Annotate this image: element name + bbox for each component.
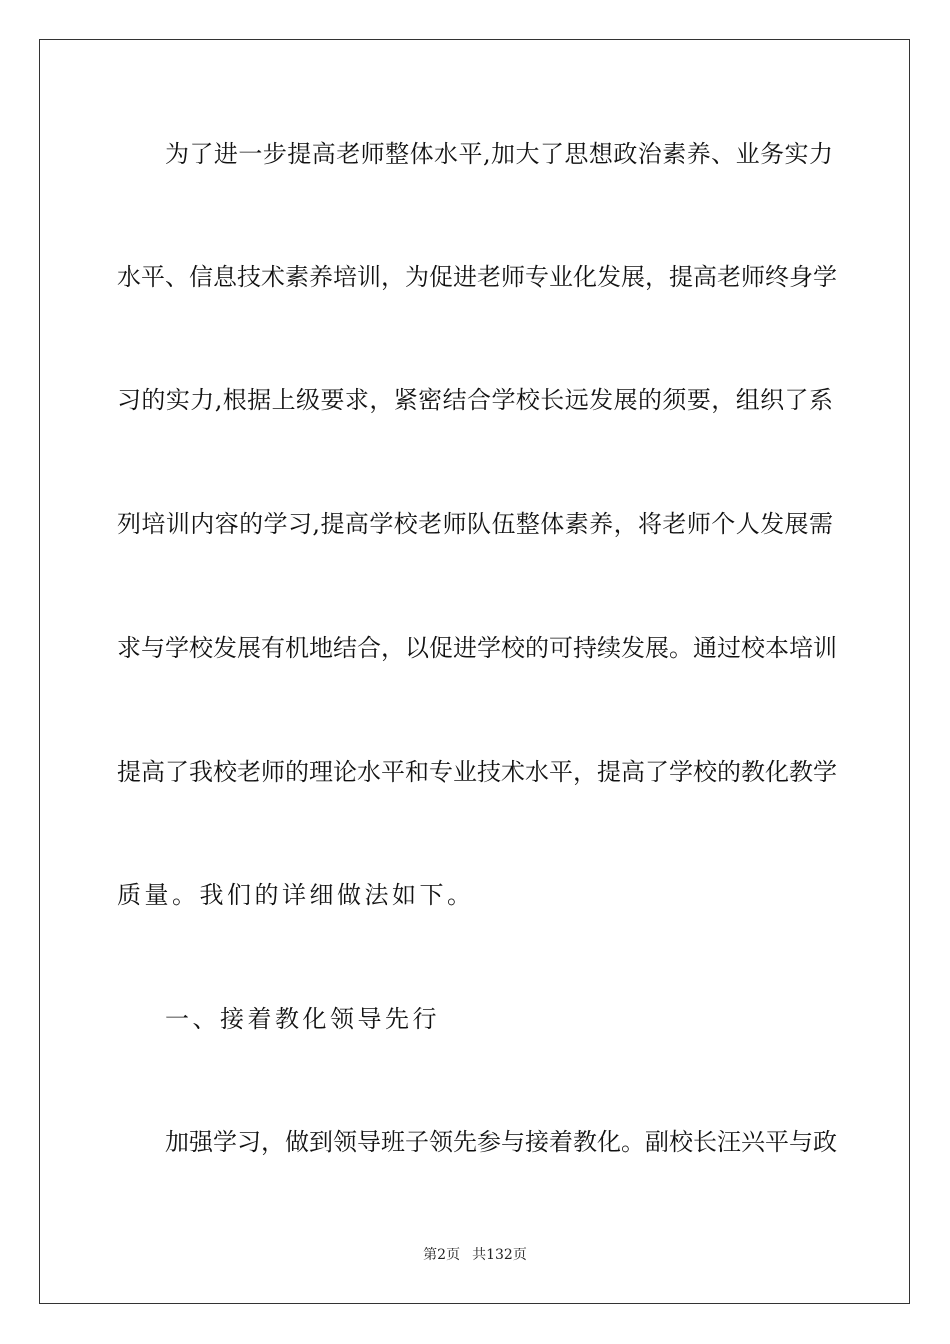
- paragraph-line-1: 为了进一步提高老师整体水平,加大了思想政治素养、业务实力: [165, 140, 833, 168]
- paragraph-line-3: 习的实力,根据上级要求，紧密结合学校长远发展的须要，组织了系: [117, 386, 833, 414]
- paragraph-line-2: 水平、信息技术素养培训，为促进老师专业化发展，提高老师终身学: [117, 263, 837, 291]
- page-border: [39, 39, 910, 1304]
- page-footer: [0, 1245, 950, 1265]
- paragraph-line-7: 质量。我们的详细做法如下。: [117, 881, 475, 909]
- section-heading: 一、接着教化领导先行: [165, 1005, 440, 1033]
- paragraph-line-4: 列培训内容的学习,提高学校老师队伍整体素养，将老师个人发展需: [117, 510, 833, 538]
- paragraph-line-9: 加强学习，做到领导班子领先参与接着教化。副校长汪兴平与政: [165, 1128, 837, 1156]
- paragraph-line-6: 提高了我校老师的理论水平和专业技术水平，提高了学校的教化教学: [117, 758, 837, 786]
- total-pages: 共132页: [472, 1247, 527, 1263]
- paragraph-line-5: 求与学校发展有机地结合，以促进学校的可持续发展。通过校本培训: [117, 634, 837, 662]
- page-number: 第2页: [423, 1247, 461, 1263]
